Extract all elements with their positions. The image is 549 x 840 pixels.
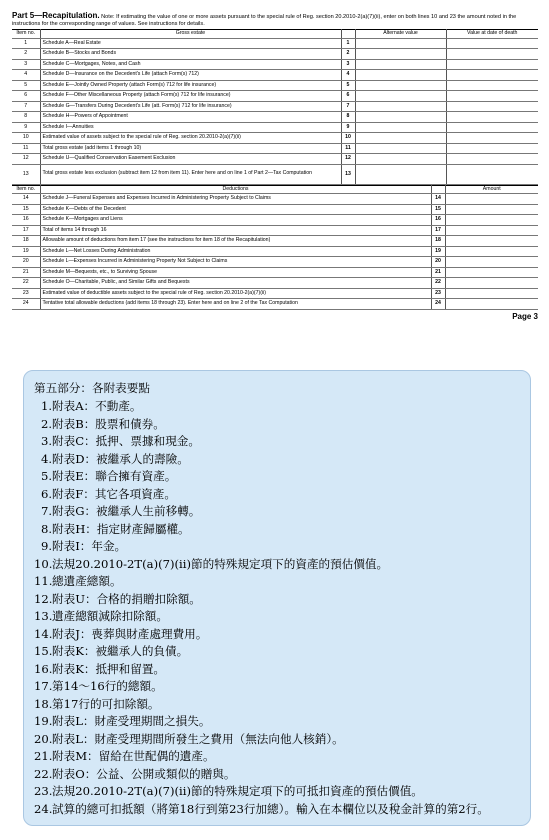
chinese-summary-item (34, 661, 520, 679)
chinese-summary-item (34, 398, 520, 416)
deduction-description: Tentative total allowable deductions (add items 18 through 23). Enter here and on line 2 of the Tax Computation (40, 299, 431, 310)
amount-header: Amount (445, 185, 538, 194)
part5-header (12, 12, 538, 28)
deduction-item-number: 15 (12, 204, 40, 215)
line-number: 11 (341, 143, 355, 154)
alternate-value-field[interactable] (355, 164, 446, 184)
chinese-item-number: 10. (34, 556, 53, 571)
value-at-death-header: Value at date of death (446, 30, 538, 39)
chinese-item-number: 23. (34, 784, 53, 798)
chinese-summary-item (34, 731, 520, 749)
chinese-item-number: 15. (34, 644, 53, 658)
deduction-description: Total of items 14 through 16 (40, 225, 431, 236)
gross-estate-header-row (12, 30, 538, 39)
item-description: Schedule G—Transfers During Decedent's Life (att. Form(s) 712 for life insurance) (40, 101, 341, 112)
chinese-item-text: 總遺產總額。 (52, 574, 122, 588)
deduction-line-number: 17 (431, 225, 445, 236)
chinese-summary-item (34, 591, 520, 609)
item-number: 13 (12, 164, 40, 184)
deduction-item-number: 22 (12, 278, 40, 289)
gross-estate-row (12, 133, 538, 144)
chinese-item-text: 附表U：合格的捐贈扣除額。 (52, 591, 201, 606)
chinese-item-text: 附表I：年金。 (52, 539, 127, 553)
deduction-line-number: 21 (431, 267, 445, 278)
gross-estate-row (12, 164, 538, 184)
chinese-item-text: 附表A：不動產。 (52, 399, 142, 413)
item-description: Schedule E—Jointly Owned Property (attach Form(s) 712 for life insurance) (40, 80, 341, 91)
chinese-item-number: 21. (34, 749, 53, 763)
chinese-summary-item (34, 556, 520, 574)
chinese-summary-item (34, 416, 520, 434)
chinese-item-number: 2. (40, 416, 52, 431)
chinese-item-number: 5. (40, 469, 52, 483)
alternate-value-field[interactable] (355, 91, 446, 102)
chinese-summary-item (34, 521, 520, 539)
gross-estate-row (12, 143, 538, 154)
chinese-item-number: 22. (34, 766, 53, 781)
value-at-death-field[interactable] (446, 91, 538, 102)
line-number: 4 (341, 70, 355, 81)
recapitulation-form (12, 12, 538, 321)
chinese-item-number: 9. (40, 539, 52, 553)
chinese-item-text: 試算的總可扣抵額（將第18行到第23行加總）。輸入在本欄位以及稅金計算的第2行。 (52, 801, 489, 816)
chinese-item-number: 17. (34, 679, 53, 693)
chinese-item-text: 附表H：指定財產歸屬權。 (52, 521, 190, 536)
deduction-row (12, 236, 538, 247)
value-at-death-field[interactable] (446, 164, 538, 184)
chinese-item-number: 3. (40, 434, 52, 448)
gross-estate-header: Gross estate (40, 30, 341, 39)
item-number: 9 (12, 122, 40, 133)
deduction-description: Allowable amount of deductions from item 17 (see the instructions for item 18 of the Recapitulation) (40, 236, 431, 247)
deduction-description: Schedule L—Net Losses During Administration (40, 246, 431, 257)
line-number: 9 (341, 122, 355, 133)
line-number: 1 (341, 38, 355, 49)
value-at-death-field[interactable] (446, 38, 538, 49)
deductions-header-row (12, 185, 538, 194)
item-description: Estimated value of assets subject to the special rule of Reg. section 20.2010-2(a)(7)(ii) (40, 133, 341, 144)
value-at-death-field[interactable] (446, 122, 538, 133)
alternate-value-field[interactable] (355, 112, 446, 123)
deduction-row (12, 215, 538, 226)
deduction-row (12, 278, 538, 289)
deduction-item-number: 14 (12, 194, 40, 205)
chinese-item-text: 第14～16行的總額。 (52, 679, 163, 693)
alternate-value-field[interactable] (355, 38, 446, 49)
deduction-amount-field[interactable] (445, 246, 538, 257)
deduction-amount-field[interactable] (445, 236, 538, 247)
line-number: 10 (341, 133, 355, 144)
deduction-description: Schedule L—Expenses Incurred in Administering Property Not Subject to Claims (40, 257, 431, 268)
deduction-row (12, 246, 538, 257)
chinese-item-number: 13. (34, 609, 53, 623)
deduction-line-number: 16 (431, 215, 445, 226)
item-description: Schedule U—Qualified Conservation Easement Exclusion (40, 154, 341, 165)
chinese-item-text: 附表L：財產受理期間之損失。 (52, 714, 211, 728)
deduction-line-number: 23 (431, 288, 445, 299)
chinese-item-text: 法規20.2010-2T(a)(7)(ii)節的特殊規定項下的可抵扣資產的預估價值。 (52, 784, 423, 798)
deduction-description: Schedule M—Bequests, etc., to Surviving Spouse (40, 267, 431, 278)
line-number: 13 (341, 164, 355, 184)
alternate-value-field[interactable] (355, 143, 446, 154)
item-number: 4 (12, 70, 40, 81)
alternate-value-field[interactable] (355, 70, 446, 81)
chinese-item-number: 1. (40, 399, 52, 413)
item-no-header: Item no. (12, 30, 40, 39)
chinese-item-text: 法規20.2010-2T(a)(7)(ii)節的特殊規定項下的資產的預估價值。 (52, 556, 389, 571)
gross-estate-row (12, 91, 538, 102)
chinese-item-number: 11. (34, 574, 53, 588)
chinese-item-text: 附表O：公益、公開或類似的贈與。 (52, 766, 236, 781)
chinese-item-text: 附表F：其它各項資產。 (52, 486, 176, 501)
alternate-value-field[interactable] (355, 154, 446, 165)
deduction-line-number: 14 (431, 194, 445, 205)
deduction-amount-field[interactable] (445, 299, 538, 310)
value-at-death-field[interactable] (446, 70, 538, 81)
gross-estate-row (12, 38, 538, 49)
deduction-line-number: 18 (431, 236, 445, 247)
item-description: Schedule I—Annuities (40, 122, 341, 133)
gross-estate-row (12, 112, 538, 123)
item-number: 6 (12, 91, 40, 102)
chinese-item-number: 20. (34, 731, 53, 746)
part5-title: Part 5—Recapitulation. (12, 11, 100, 20)
chinese-summary-item (34, 486, 520, 504)
item-number: 7 (12, 101, 40, 112)
chinese-item-text: 遺產總額減除扣除額。 (52, 609, 168, 623)
deduction-item-number: 24 (12, 299, 40, 310)
deduction-description: Schedule J—Funeral Expenses and Expenses Incurred in Administering Property Subject to Claims (40, 194, 431, 205)
deduction-item-number: 17 (12, 225, 40, 236)
item-description: Total gross estate (add items 1 through 10) (40, 143, 341, 154)
item-description: Schedule F—Other Miscellaneous Property (attach Form(s) 712 for life insurance) (40, 91, 341, 102)
chinese-summary-item (34, 451, 520, 469)
deductions-header: Deductions (40, 185, 431, 194)
value-at-death-field[interactable] (446, 112, 538, 123)
deduction-amount-field[interactable] (445, 267, 538, 278)
item-number: 5 (12, 80, 40, 91)
item-description: Schedule D—Insurance on the Decedent's Life (attach Form(s) 712) (40, 70, 341, 81)
chinese-item-number: 18. (34, 696, 53, 711)
chinese-item-number: 8. (40, 521, 52, 536)
item-description: Schedule A—Real Estate (40, 38, 341, 49)
line-number: 7 (341, 101, 355, 112)
deduction-line-number: 24 (431, 299, 445, 310)
chinese-item-text: 附表D：被繼承人的壽險。 (52, 451, 189, 466)
chinese-summary-item (34, 748, 520, 766)
chinese-item-text: 附表K：抵押和留置。 (52, 661, 166, 676)
gross-estate-table (12, 29, 538, 185)
chinese-item-number: 16. (34, 661, 53, 676)
deduction-amount-field[interactable] (445, 204, 538, 215)
chinese-summary-item (34, 433, 520, 451)
item-number: 1 (12, 38, 40, 49)
chinese-item-text: 附表B：股票和債券。 (52, 416, 165, 431)
gross-estate-row (12, 49, 538, 60)
value-at-death-field[interactable] (446, 101, 538, 112)
chinese-item-text: 附表J：喪葬與財產處理費用。 (52, 626, 208, 641)
deductions-item-no-header: Item no. (12, 185, 40, 194)
item-number: 10 (12, 133, 40, 144)
chinese-item-text: 附表M：留給在世配偶的遺產。 (52, 749, 215, 763)
chinese-item-text: 第17行的可扣除額。 (52, 696, 160, 711)
deduction-item-number: 19 (12, 246, 40, 257)
deduction-row (12, 204, 538, 215)
gross-estate-row (12, 154, 538, 165)
chinese-summary-item (34, 538, 520, 556)
chinese-item-number: 24. (34, 801, 53, 816)
chinese-summary-panel (23, 370, 531, 826)
line-number: 8 (341, 112, 355, 123)
deduction-item-number: 21 (12, 267, 40, 278)
item-description: Schedule C—Mortgages, Notes, and Cash (40, 59, 341, 70)
deduction-item-number: 20 (12, 257, 40, 268)
chinese-item-text: 附表L：財產受理期間所發生之費用（無法向他人核銷）。 (52, 731, 344, 746)
value-at-death-field[interactable] (446, 143, 538, 154)
alternate-value-field[interactable] (355, 122, 446, 133)
chinese-item-number: 7. (40, 504, 52, 518)
line-number: 3 (341, 59, 355, 70)
gross-estate-row (12, 122, 538, 133)
deduction-amount-field[interactable] (445, 278, 538, 289)
chinese-item-text: 附表E：聯合擁有資產。 (52, 469, 177, 483)
deduction-amount-field[interactable] (445, 194, 538, 205)
chinese-summary-item (34, 643, 520, 661)
chinese-item-text: 附表G：被繼承人生前移轉。 (52, 504, 201, 518)
deductions-table (12, 185, 538, 310)
item-number: 2 (12, 49, 40, 60)
item-number: 11 (12, 143, 40, 154)
line-number: 12 (341, 154, 355, 165)
item-description: Schedule H—Powers of Appointment (40, 112, 341, 123)
item-number: 3 (12, 59, 40, 70)
alternate-value-field[interactable] (355, 80, 446, 91)
part5-note: Note: If estimating the value of one or more assets pursuant to the special rule of Reg. section 20.2010-2(a)(7)(ii), enter on both lines 10 and 23 the amount noted in the instructions for the corresponding range of values. See instructions for details. (12, 14, 517, 27)
alternate-value-field[interactable] (355, 101, 446, 112)
value-at-death-field[interactable] (446, 80, 538, 91)
chinese-summary-item (34, 626, 520, 644)
value-at-death-field[interactable] (446, 154, 538, 165)
deduction-row (12, 194, 538, 205)
deduction-amount-field[interactable] (445, 288, 538, 299)
chinese-summary-item (34, 503, 520, 521)
alternate-value-field[interactable] (355, 59, 446, 70)
gross-estate-row (12, 59, 538, 70)
deduction-amount-field[interactable] (445, 225, 538, 236)
chinese-summary-title: 第五部分：各附表要點 (34, 381, 150, 395)
line-number: 2 (341, 49, 355, 60)
value-at-death-field[interactable] (446, 49, 538, 60)
chinese-item-number: 4. (40, 451, 52, 466)
deduction-line-number: 19 (431, 246, 445, 257)
gross-estate-row (12, 80, 538, 91)
chinese-summary-item (34, 678, 520, 696)
chinese-summary-item (34, 468, 520, 486)
deduction-row (12, 225, 538, 236)
value-at-death-field[interactable] (446, 59, 538, 70)
item-description: Total gross estate less exclusion (subtract item 12 from item 11). Enter here and on line 1 of Part 2—Tax Computation (40, 164, 341, 184)
deduction-line-number: 15 (431, 204, 445, 215)
deduction-item-number: 23 (12, 288, 40, 299)
chinese-item-number: 19. (34, 714, 53, 728)
gross-estate-row (12, 70, 538, 81)
item-number: 12 (12, 154, 40, 165)
chinese-summary-item (34, 783, 520, 801)
deduction-row (12, 288, 538, 299)
chinese-summary-list (34, 398, 520, 818)
deduction-row (12, 299, 538, 310)
chinese-item-number: 12. (34, 591, 53, 606)
deduction-amount-field[interactable] (445, 215, 538, 226)
deduction-description: Schedule K—Debts of the Decedent (40, 204, 431, 215)
chinese-summary-item (34, 713, 520, 731)
line-number: 5 (341, 80, 355, 91)
deduction-row (12, 257, 538, 268)
deduction-description: Estimated value of deductible assets subject to the special rule of Reg. section 20.2010-2(a)(7)(ii) (40, 288, 431, 299)
alternate-value-header: Alternate value (355, 30, 446, 39)
chinese-summary-item (34, 696, 520, 714)
chinese-summary-item (34, 573, 520, 591)
deduction-description: Schedule O—Charitable, Public, and Similar Gifts and Bequests (40, 278, 431, 289)
chinese-summary-item (34, 766, 520, 784)
deduction-item-number: 18 (12, 236, 40, 247)
deduction-item-number: 16 (12, 215, 40, 226)
item-description: Schedule B—Stocks and Bonds (40, 49, 341, 60)
chinese-item-text: 附表C：抵押、票據和現金。 (52, 434, 200, 448)
deduction-description: Schedule K—Mortgages and Liens (40, 215, 431, 226)
line-number: 6 (341, 91, 355, 102)
chinese-item-number: 6. (40, 486, 52, 501)
page-number: Page 3 (512, 311, 538, 321)
deduction-row (12, 267, 538, 278)
chinese-summary-item (34, 801, 520, 819)
item-number: 8 (12, 112, 40, 123)
deduction-amount-field[interactable] (445, 257, 538, 268)
alternate-value-field[interactable] (355, 49, 446, 60)
chinese-summary-item (34, 608, 520, 626)
chinese-item-text: 附表K：被繼承人的負債。 (52, 644, 189, 658)
alternate-value-field[interactable] (355, 133, 446, 144)
deduction-line-number: 22 (431, 278, 445, 289)
value-at-death-field[interactable] (446, 133, 538, 144)
deduction-line-number: 20 (431, 257, 445, 268)
chinese-item-number: 14. (34, 626, 53, 641)
gross-estate-row (12, 101, 538, 112)
